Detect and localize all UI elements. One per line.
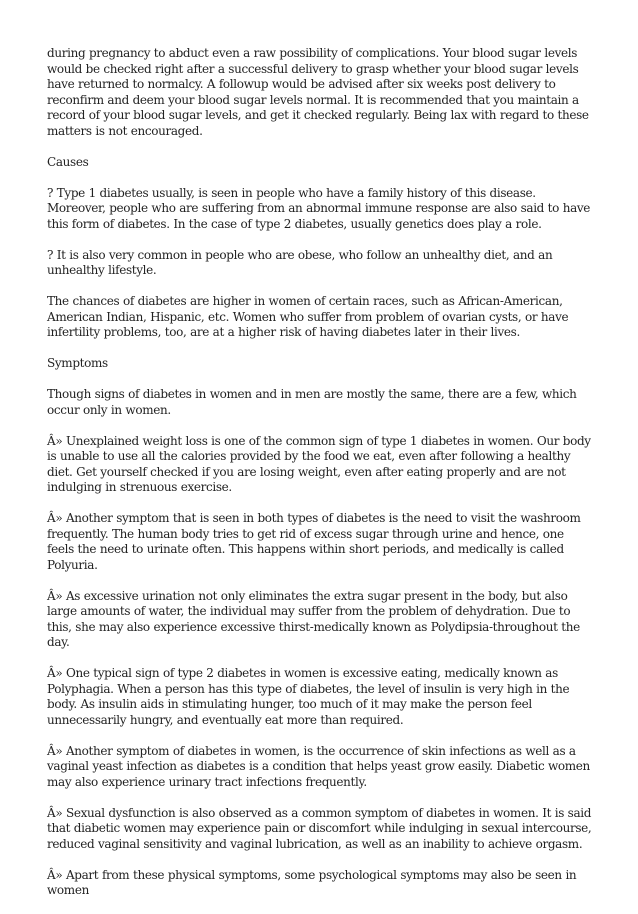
paragraph-symptoms-intro: Though signs of diabetes in women and in men are mostly the same, there are a few, which occur only in women. (47, 387, 577, 417)
paragraph-symptom-psychological: Â» Apart from these physical symptoms, some psychological symptoms may also be seen in women (47, 867, 577, 897)
document-page (47, 46, 593, 914)
paragraph-cause-obesity: ? It is also very common in people who are obese, who follow an unhealthy diet, and an unhealthy lifestyle. (47, 247, 553, 277)
paragraph-cause-races: The chances of diabetes are higher in women of certain races, such as African-American, American Indian, Hispanic, etc. Women who suffer from problem of ovarian cysts, or have infertility problems, too, are at a higher risk of having diabetes later in their lives. (47, 294, 569, 339)
paragraph-symptom-weight-loss: Â» Unexplained weight loss is one of the common sign of type 1 diabetes in women. Our body is unable to use all the calories provided by the food we eat, even after following a healthy diet. Get yourself checked if you are losing weight, even after eating properly and are not indulging in strenuous exercise. (47, 433, 591, 494)
paragraph-symptom-polyphagia: Â» One typical sign of type 2 diabetes in women is excessive eating, medically known as Polyphagia. When a person has this type of diabetes, the level of insulin is very high in the body. As insulin aids in stimulating hunger, too much of it may make the person feel unnecessarily hungry, and eventually eat more than required. (47, 666, 570, 727)
paragraph-symptom-sexual-dysfunction: Â» Sexual dysfunction is also observed as a common symptom of diabetes in women. It is said that diabetic women may experience pain or discomfort while indulging in sexual intercourse, reduced vaginal sensitivity and vaginal lubrication, as well as an inability to achieve orgasm. (47, 805, 592, 851)
section-heading-causes: Causes (47, 154, 89, 169)
section-heading-symptoms: Symptoms (47, 356, 108, 370)
paragraph-pregnancy-followup: during pregnancy to abduct even a raw possibility of complications. Your blood sugar levels would be checked right after a successful delivery to grasp whether your blood sugar levels have returned to normalcy. A followup would be advised after six weeks post delivery to reconfirm and deem your blood sugar levels normal. It is recommended that you maintain a record of your blood sugar levels, and get it checked regularly. Being lax with regard to these matters is not encouraged. (47, 46, 589, 138)
paragraph-symptom-infections: Â» Another symptom of diabetes in women, is the occurrence of skin infections as well as a vaginal yeast infection as diabetes is a condition that helps yeast grow easily. Diabetic women may also experience urinary tract infections frequently. (47, 743, 590, 789)
paragraph-cause-type1: ? Type 1 diabetes usually, is seen in people who have a family history of this disease. Moreover, people who are suffering from an abnormal immune response are also said to have this form of diabetes. In the case of type 2 diabetes, usually genetics does play a role. (47, 185, 591, 231)
paragraph-symptom-polydipsia: Â» As excessive urination not only eliminates the extra sugar present in the body, but also large amounts of water, the individual may suffer from the problem of dehydration. Due to this, she may also experience excessive thirst-medically known as Polydipsia-throughout the day. (47, 588, 580, 649)
paragraph-symptom-polyuria: Â» Another symptom that is seen in both types of diabetes is the need to visit the washroom frequently. The human body tries to get rid of excess sugar through urine and hence, one feels the need to urinate often. This happens within short periods, and medically is called Polyuria. (47, 511, 581, 572)
